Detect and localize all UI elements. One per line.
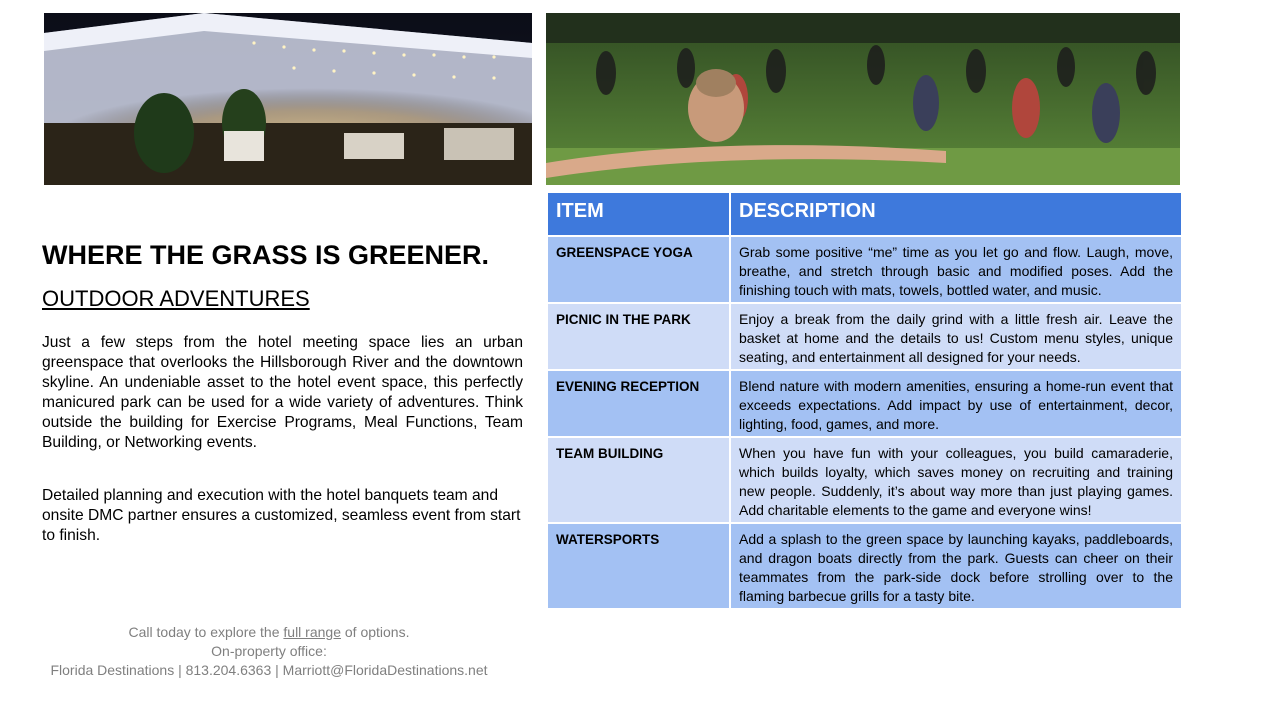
row-item: TEAM BUILDING — [547, 437, 730, 523]
footer-call-text-before: Call today to explore the — [128, 624, 284, 640]
footer-office-label: On-property office: — [211, 643, 327, 659]
full-range-link[interactable]: full range — [283, 624, 341, 640]
row-item: WATERSPORTS — [547, 523, 730, 609]
row-description: Add a splash to the green space by launching kayaks, paddleboards, and dragon boats directly from the park. Guests can cheer on their teammates from the park-side dock before strolling over to the flaming barbecue grills for a tasty bite. — [730, 523, 1182, 609]
footer-contact-info: Florida Destinations | 813.204.6363 | Marriott@FloridaDestinations.net — [50, 662, 488, 678]
table-row — [547, 236, 1182, 303]
header-item: ITEM — [547, 192, 730, 236]
intro-paragraph: Just a few steps from the hotel meeting space lies an urban greenspace that overlooks the Hillsborough River and the downtown skyline. An undeniable asset to the hotel event space, this perfectly manicured park can be used for a wide variety of adventures. Think outside the building for Exercise Programs, Meal Functions, Team Building, or Networking events. — [42, 334, 523, 451]
row-description: Blend nature with modern amenities, ensuring a home-run event that exceeds expectations. Add impact by use of entertainment, decor, lighting, food, games, and more. — [730, 370, 1182, 437]
page-subtitle: OUTDOOR ADVENTURES — [42, 286, 310, 311]
table-header-row — [547, 192, 1182, 236]
planning-paragraph: Detailed planning and execution with the hotel banquets team and onsite DMC partner ensures a customized, seamless event from start to finish. — [42, 487, 521, 544]
footer-call-line — [20, 623, 518, 642]
evening-tent-reception-photo — [44, 13, 532, 185]
header-description: DESCRIPTION — [730, 192, 1182, 236]
table-row — [547, 437, 1182, 523]
table-row — [547, 523, 1182, 609]
row-item: GREENSPACE YOGA — [547, 236, 730, 303]
row-description: When you have fun with your colleagues, you build camaraderie, which builds loyalty, which saves money on recruiting and training new people. Suddenly, it’s about way more than just playing games. Add charitable elements to the game and everyone wins! — [730, 437, 1182, 523]
row-item: PICNIC IN THE PARK — [547, 303, 730, 370]
row-item: EVENING RECEPTION — [547, 370, 730, 437]
contact-footer — [20, 623, 518, 680]
table-row — [547, 303, 1182, 370]
row-description: Enjoy a break from the daily grind with a little fresh air. Leave the basket at home and the details to us! Custom menu styles, unique seating, and entertainment all designed for your needs. — [730, 303, 1182, 370]
row-description: Grab some positive “me” time as you let go and flow. Laugh, move, breathe, and stretch through basic and modified poses. Add the finishing touch with mats, towels, bottled water, and music. — [730, 236, 1182, 303]
activities-table — [546, 191, 1183, 610]
footer-call-text-after: of options. — [340, 624, 410, 640]
table-row — [547, 370, 1182, 437]
page-title: WHERE THE GRASS IS GREENER. — [42, 240, 490, 270]
outdoor-yoga-class-photo — [546, 13, 1180, 185]
